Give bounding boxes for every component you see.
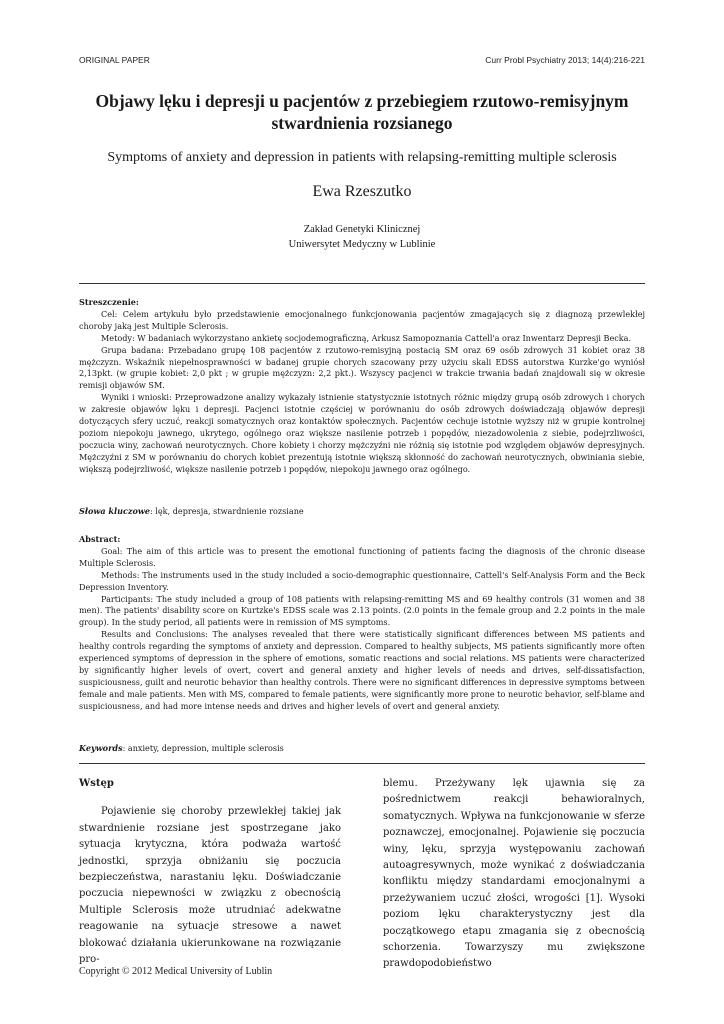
paper-type-label: ORIGINAL PAPER (79, 55, 150, 65)
author-name: Ewa Rzeszutko (312, 183, 412, 200)
copyright-footer: Copyright © 2012 Medical University of Lublin (79, 966, 273, 977)
abstract-participants: Participants: The study included a group of 108 patients with relapsing-remitting MS and 69 healthy controls (31 women and 38 men). The patients' disability score on Kurtzke's EDSS scale was 2.13 points. (2.0 points in the female group and 2.2 points in the male group). In the study period, all patients were in remission of MS symptoms. (79, 593, 645, 628)
article-subtitle: Symptoms of anxiety and depression in patients with relapsing-remitting multiple sclerosis (107, 150, 617, 165)
abstract-heading: Abstract: (79, 534, 121, 544)
divider-top (79, 283, 645, 284)
abstract-results: Results and Conclusions: The analyses revealed that there were statistically significant differences between MS patients and healthy controls regarding the symptoms of anxiety and depression. Compared to healthy subjects, MS patients significantly more often experienced symptoms of depression in the sphere of emotions, somatic reactions and social relations. MS patients were characterized by significantly higher levels of overt, covert and general anxiety and higher levels of needs and drives, self-dissatisfaction, suspiciousness, guilt and neurotic behavior than healthy controls. There were no significant differences in depressive symptoms between female and male patients. Men with MS, compared to female patients, were significantly more prone to neurotic behavior, self-blame and suspiciousness, and had more intense needs and drives and higher levels of overt and general anxiety. (79, 629, 645, 711)
streszczenie-section (79, 297, 645, 476)
streszczenie-participants: Grupa badana: Przebadano grupę 108 pacjentów z rzutowo-remisyjną postacią SM oraz 69 osób zdrowych 31 kobiet oraz 38 mężczyzn. Wskaźnik niepełnosprawności w badanej grupie chorych szacowany przy użyciu skali EDSS autorstwa Kurzke'go wyniósł 2,13pkt. (w grupie kobiet: 2,0 pkt ; w grupie mężczyzn: 2,2 pkt.). Wszyscy pacjenci w trakcie trwania badań znajdowali się w okresie remisji objawów SM. (79, 344, 645, 391)
section-heading-wstep: Wstęp (79, 778, 114, 789)
article-title: Objawy lęku i depresji u pacjentów z przebiegiem rzutowo-remisyjnym stwardnienia rozsianego (95, 91, 629, 133)
streszczenie-heading: Streszczenie: (79, 297, 139, 307)
body-column-right (383, 776, 645, 973)
keywords-line (79, 743, 645, 753)
keywords-label: Keywords (79, 743, 123, 753)
keywords-text: : anxiety, depression, multiple sclerosis (122, 743, 284, 753)
divider-bottom (79, 763, 645, 764)
affiliation (60, 222, 664, 252)
abstract-section (79, 534, 645, 713)
slowa-kluczowe-label: Słowa kluczowe (79, 506, 150, 516)
affiliation-line-2: Uniwersytet Medyczny w Lublinie (288, 239, 436, 250)
abstract-methods: Methods: The instruments used in the study included a socio-demographic questionnaire, Cattell's Self-Analysis Form and the Beck Depression Inventory. (79, 569, 645, 592)
affiliation-line-1: Zakład Genetyki Klinicznej (303, 224, 421, 235)
streszczenie-goal: Cel: Celem artykułu było przedstawienie emocjonalnego funkcjonowania pacjentów zmagających się z diagnozą przewlekłej choroby jaką jest Multiple Sclerosis. (79, 308, 645, 331)
journal-citation: Curr Probl Psychiatry 2013; 14(4):216-221 (485, 55, 645, 65)
body-paragraph-left: Pojawienie się choroby przewlekłej takiej jak stwardnienie rozsiane jest spostrzegane jako sytuacja krytyczna, która podważa wartość jednostki, sprzyja obniżaniu się poczucia bezpieczeństwa, narastaniu lęku. Doświadczanie poczucia niepewności w związku z obecnością Multiple Sclerosis może utrudniać adekwatne reagowanie na sytuacje stresowe a nawet blokować działania ukierunkowane na rozwiązanie pro- (79, 806, 341, 966)
body-paragraph-right: blemu. Przeżywany lęk ujawnia się za pośrednictwem reakcji behawioralnych, somatycznych. Wpływa na funkcjonowanie w sferze poznawczej, emocjonalnej. Pojawienie się poczucia winy, lęku, sprzyja występowaniu zachowań autoagresywnych, może wynikać z doświadczania konfliktu między standardami emocjonalnymi a przeżywaniem uczuć złości, wrogości [1]. Wysoki poziom lęku charakterystyczny jest dla początkowego etapu zmagania się z obecnością schorzenia. Towarzyszy mu zwiększone prawdopodobieństwo (383, 778, 646, 970)
body-column-left (79, 776, 341, 968)
streszczenie-methods: Metody: W badaniach wykorzystano ankietę socjodemograficzną, Arkusz Samopoznania Cattell'a oraz Inwentarz Depresji Becka. (101, 332, 632, 343)
slowa-kluczowe-text: : lęk, depresja, stwardnienie rozsiane (150, 506, 304, 516)
streszczenie-results: Wyniki i wnioski: Przeprowadzone analizy wykazały istnienie statystycznie istotnych różnic między grupą osób zdrowych i chorych w zakresie objawów lęku i depresji. Pacjenci istotnie częściej w porównaniu do osób zdrowych doświadczają objawów depresji dotyczących sfery uczuć, reakcji somatycznych oraz kontaktów społecznych. Pacjentów cechuje istotnie wyższy niż w grupie kontrolnej poziom niepokoju jawnego, ukrytego, ogólnego oraz większe nasilenie potrzeb i popędów, niezadowolenia z siebie, podejrzliwości, poczucia winy, zachowań neurotycznych. Chore kobiety i chorzy mężczyźni nie różnią się istotnie pod względem objawów depresyjnych. Mężczyźni z SM w porównaniu do chorych kobiet prezentują istotnie większą skłonność do zachowań neurotycznych, obwiniania siebie, większą podejrzliwość, większe nasilenie potrzeb i popędów, niepokoju jawnego oraz ogólnego. (79, 392, 645, 474)
slowa-kluczowe-line (79, 506, 645, 516)
abstract-goal: Goal: The aim of this article was to present the emotional functioning of patients facing the diagnosis of the chronic disease Multiple Sclerosis. (79, 545, 645, 568)
